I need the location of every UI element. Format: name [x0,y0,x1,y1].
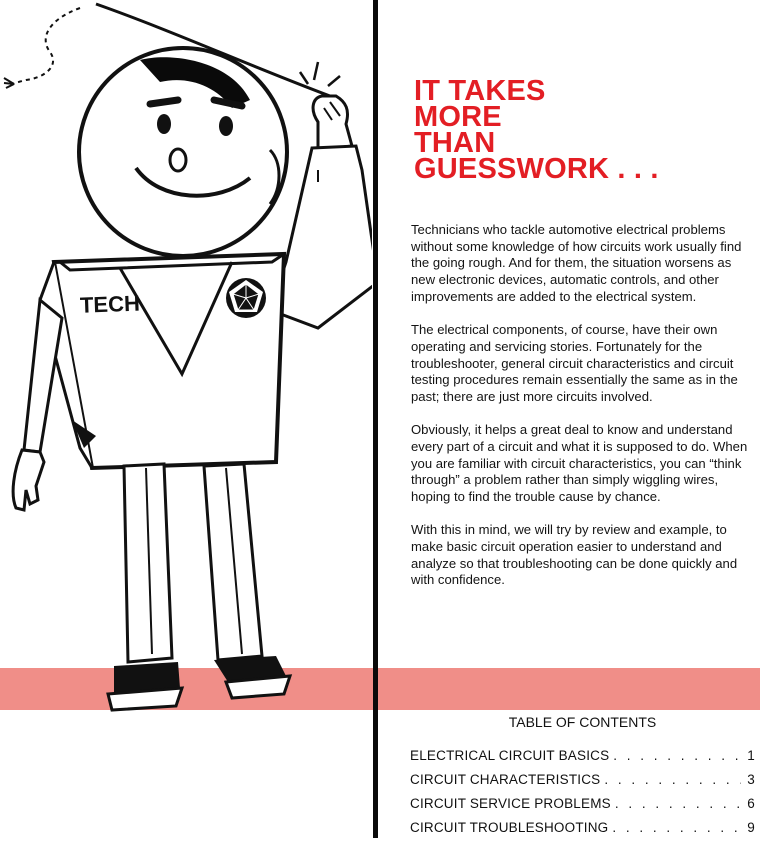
paragraph: With this in mind, we will try by review and example, to make basic circuit operation easier to understand and analyze so that troubleshooting can be done quickly and with confidence. [411,522,738,588]
headline [414,75,659,185]
headline-line: IT TAKES [414,75,546,107]
toc-leader-dots [604,772,741,787]
headline-line: MORE [414,101,502,133]
toc-entry[interactable] [410,748,755,772]
shirt-label: TECH [79,290,141,318]
toc-entry-label: CIRCUIT TROUBLESHOOTING [410,820,609,835]
toc-leader-dots [612,820,741,835]
toc-entry[interactable] [410,796,755,820]
toc-entry-label: ELECTRICAL CIRCUIT BASICS [410,748,610,763]
pentastar-icon [226,278,266,318]
toc-entry-page: 1 [747,748,755,763]
column-divider [373,0,378,838]
toc-entry[interactable] [410,820,755,844]
intro-text [411,222,756,606]
paragraph: Technicians who tackle automotive electrical problems without some knowledge of how circuits work usually find the going rough. And for them, the situation worsens as new electronic devices, automatic controls, and other improvements are added to the electrical system. [411,222,742,304]
toc-entry-label: CIRCUIT SERVICE PROBLEMS [410,796,611,811]
toc-leader-dots [615,796,741,811]
toc-entry-page: 3 [747,772,755,787]
dashed-wire-icon [8,8,80,86]
toc-entry-page: 9 [747,820,755,835]
table-of-contents [410,714,755,844]
spark-icon [300,62,340,86]
tech-mascot-illustration [0,0,372,720]
toc-title: TABLE OF CONTENTS [508,714,657,730]
toc-entry-page: 6 [747,796,755,811]
headline-line: THAN [414,127,496,159]
paragraph: The electrical components, of course, have their own operating and servicing stories. Fortunately for the troubleshooter, general circuit characteristics and circuit testing procedures remain essentially the same as in the past; there are just more circuits involved. [411,322,738,404]
headline-line: GUESSWORK . . . [414,153,659,185]
toc-leader-dots [613,748,741,763]
toc-entry[interactable] [410,772,755,796]
paragraph: Obviously, it helps a great deal to know and understand every part of a circuit and what it is supposed to do. When you are familiar with circuit characteristics, you can “think through” a problem rather than simply wiggling wires, hoping to find the trouble cause by chance. [411,422,748,505]
toc-entry-label: CIRCUIT CHARACTERISTICS [410,772,601,787]
